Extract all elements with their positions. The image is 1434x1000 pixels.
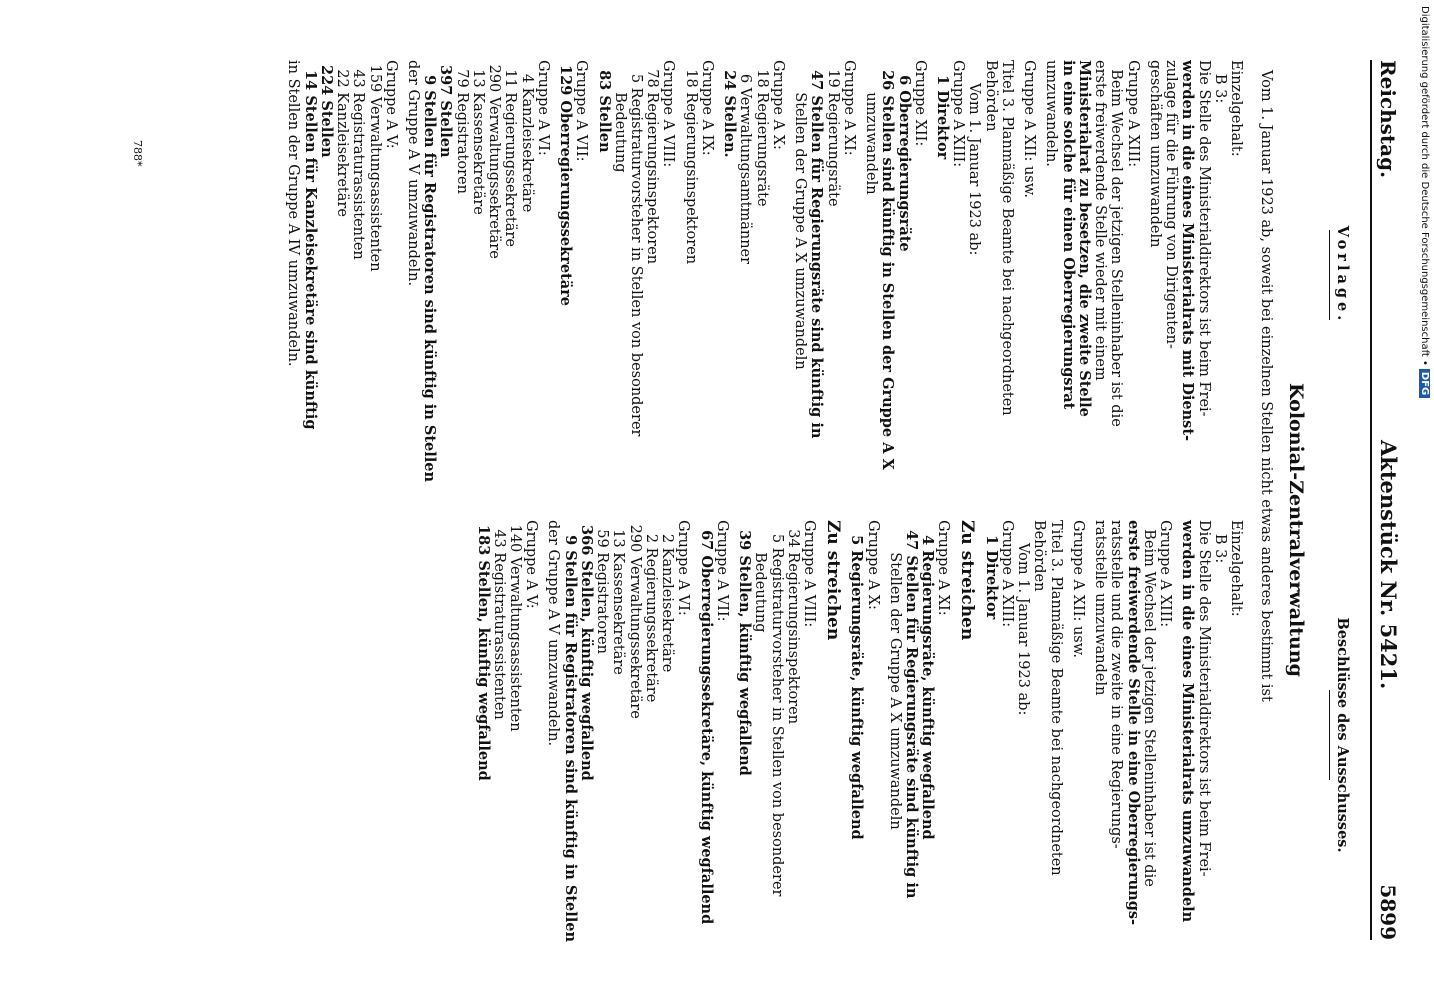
text-line: 43 Registraturassistenten xyxy=(490,520,507,720)
text-line: Einzelgehalt: xyxy=(1228,520,1244,617)
text-line: 6 Verwaltungsamtmänner xyxy=(737,60,754,265)
text-line: Behörden xyxy=(982,60,999,132)
text-line: zulage für die Führung von Dirigenten- xyxy=(1163,60,1180,349)
text-line: 4 Kanzleisekretäre xyxy=(518,60,535,213)
text-line: 11 Regierungssekretäre xyxy=(502,60,519,247)
text-line: erste freiwerdende Stelle in eine Oberregierungs- xyxy=(1124,520,1142,926)
right-heading: Beschlüsse des Ausschusses. xyxy=(1334,617,1351,853)
text-line: Stellen der Gruppe A X umzuwandeln xyxy=(886,520,903,830)
text-line: ratsstelle und die zweite in eine Regierungs- xyxy=(1108,520,1125,849)
text-line: 5 Regierungsräte, künftig wegfallend xyxy=(848,520,866,840)
left-column xyxy=(1325,60,1350,490)
text-line: 47 Stellen für Regierungsräte sind künftig in xyxy=(808,60,826,439)
text-line: Gruppe A IX: xyxy=(698,60,715,156)
text-line: Zu streichen xyxy=(957,520,978,641)
text-line: 26 Stellen sind künftig in Stellen der Gruppe A X xyxy=(879,60,897,470)
text-line: 18 Regierungsinspektoren xyxy=(682,60,699,265)
text-line: Gruppe A XIII: xyxy=(1124,60,1141,168)
text-line: 183 Stellen, künftig wegfallend xyxy=(474,520,492,781)
right-column-heading xyxy=(1325,520,1350,950)
text-line xyxy=(928,60,934,520)
text-line: B 3: xyxy=(1211,60,1228,104)
text-line: Gruppe A V: xyxy=(382,60,399,149)
text-line xyxy=(881,520,887,980)
digitization-text: Digitalisierung gefördert durch die Deutsche Forschungsgemeinschaft • xyxy=(1419,6,1430,366)
text-line: Beim Wechsel der jetzigen Stelleninhaber ist die xyxy=(1108,60,1125,427)
text-line: 140 Verwaltungsassistenten xyxy=(507,520,524,732)
text-line: Beim Wechsel der jetzigen Stelleninhaber ist die xyxy=(1140,520,1157,887)
page-header xyxy=(1370,60,1412,940)
text-line: 9 Stellen für Registratoren sind künftig in Stellen xyxy=(421,60,439,483)
text-line: 13 Kassensekretäre xyxy=(610,520,627,675)
left-body xyxy=(285,60,1244,520)
text-line: umzuwandeln xyxy=(863,60,880,195)
text-line: 24 Stellen. xyxy=(721,60,739,158)
text-line: Gruppe A XIII: xyxy=(998,520,1015,628)
text-line: 397 Stellen xyxy=(437,60,455,158)
text-line: erste freiwerdende Stelle wieder mit einem xyxy=(1092,60,1109,381)
text-line: werden in die eines Ministerialrats umzuwandeln xyxy=(1179,520,1197,923)
text-line: werden in die eines Ministerialrats mit Dienst- xyxy=(1179,60,1197,442)
digitization-note xyxy=(1416,6,1430,394)
text-line: Gruppe A XI: xyxy=(935,520,952,616)
text-line: 78 Regierungsinspektoren xyxy=(644,60,661,265)
text-line: 129 Oberregierungssekretäre xyxy=(557,60,575,307)
text-line: Gruppe A X: xyxy=(769,60,786,150)
text-line: Gruppe A XIII: xyxy=(950,60,967,168)
text-line: Einzelgehalt: xyxy=(1228,60,1244,157)
text-line: Die Stelle des Ministerialdirektors ist beim Frei- xyxy=(1195,520,1212,877)
text-line: Gruppe A V: xyxy=(523,520,540,609)
text-line: 83 Stellen xyxy=(595,60,613,153)
text-line: 59 Registratoren xyxy=(594,520,611,654)
text-line xyxy=(857,60,863,520)
text-line: 5 Registraturvorsteher in Stellen von besonderer xyxy=(628,60,645,437)
header-left: Reichstag. xyxy=(1376,60,1400,179)
text-line: 9 Stellen für Registratoren sind künftig in Stellen xyxy=(561,520,579,943)
text-line xyxy=(1064,520,1070,980)
text-line: ratsstelle umzuwandeln xyxy=(1092,520,1109,696)
text-line: Titel 3. Planmäßige Beamte bei nachgeordneten xyxy=(998,60,1015,416)
text-line: geschäften umzuwandeln xyxy=(1146,60,1163,248)
text-line: 67 Oberregierungssekretäre, künftig wegfallend xyxy=(697,520,715,925)
text-line: Gruppe XII: xyxy=(911,60,928,147)
text-line: Gruppe A XII: usw. xyxy=(1069,520,1086,659)
text-line: 34 Regierungsinspektoren xyxy=(784,520,801,725)
text-line: 1 Direktor xyxy=(934,60,952,160)
text-line: B 3: xyxy=(1211,520,1228,564)
text-line xyxy=(551,60,557,520)
text-line: Titel 3. Planmäßige Beamte bei nachgeordneten xyxy=(1047,520,1064,876)
text-line: 22 Kanzleisekretäre xyxy=(334,60,351,217)
text-line: 159 Verwaltungsassistenten xyxy=(366,60,383,272)
divider xyxy=(1329,690,1330,780)
text-line: Bedeutung xyxy=(611,60,628,173)
text-line: Gruppe A X: xyxy=(864,520,881,610)
text-line: Behörden xyxy=(1031,520,1048,592)
text-line: Vom 1. Januar 1923 ab: xyxy=(966,60,983,256)
text-line: Gruppe A VI: xyxy=(675,520,692,616)
text-line: Gruppe A VI: xyxy=(534,60,551,156)
text-line: 39 Stellen, künftig wegfallend xyxy=(736,520,754,776)
text-line: 6 Oberregierungsräte xyxy=(895,60,913,252)
text-line: 1 Direktor xyxy=(982,520,1000,620)
footer-mark: 788* xyxy=(131,140,144,167)
text-line: 47 Stellen für Regierungsräte sind künftig in xyxy=(902,520,920,899)
left-heading: Vorlage. xyxy=(1334,225,1351,325)
text-line: 4 Regierungsräte, künftig wegfallend xyxy=(919,520,937,840)
text-line: Gruppe A XI: xyxy=(840,60,857,156)
text-line: 224 Stellen xyxy=(317,60,335,158)
page-number: 5899 xyxy=(1376,884,1400,940)
text-line: 43 Registraturassistenten xyxy=(350,60,367,260)
text-line: 2 Regierungssekretäre xyxy=(642,520,659,703)
divider xyxy=(1329,230,1330,320)
text-line: Vom 1. Januar 1923 ab: xyxy=(1015,520,1032,716)
text-line: 290 Verwaltungssekretäre xyxy=(626,520,643,719)
text-line: Gruppe A VIII: xyxy=(660,60,677,168)
text-line: 290 Verwaltungssekretäre xyxy=(486,60,503,259)
text-line: umzuwandeln. xyxy=(1043,60,1060,167)
text-line: 79 Registratoren xyxy=(453,60,470,194)
text-line: Gruppe A VIII: xyxy=(801,520,818,628)
text-line: Gruppe A XII: usw. xyxy=(1021,60,1038,199)
text-line: Die Stelle des Ministerialdirektors ist beim Frei- xyxy=(1195,60,1212,417)
header-center: Aktenstück Nr. 5421. xyxy=(1376,440,1401,690)
text-line: Gruppe A VII: xyxy=(573,60,590,162)
text-line xyxy=(730,520,736,980)
text-line: 14 Stellen für Kanzleisekretäre sind künftig xyxy=(301,60,319,430)
text-line: Bedeutung xyxy=(752,520,769,633)
text-line: Ministerialrat zu besetzen, die zweite Stelle xyxy=(1075,60,1093,417)
text-line: der Gruppe A V umzuwandeln. xyxy=(545,520,562,747)
text-line xyxy=(399,60,405,520)
text-line: 18 Regierungsräte xyxy=(753,60,770,207)
text-line: Gruppe A XIII: xyxy=(1157,520,1174,628)
section-title: Kolonial-Zentralverwaltung xyxy=(1285,383,1307,677)
dfg-logo: DFG xyxy=(1419,369,1430,398)
text-line: Zu streichen xyxy=(823,520,844,641)
text-line: 19 Regierungsräte xyxy=(824,60,841,207)
text-line xyxy=(1086,520,1092,980)
right-body xyxy=(474,520,1244,980)
intro-line: Vom 1. Januar 1923 ab, soweit bei einzelnen Stellen nicht etwas anderes bestimmt ist xyxy=(1258,70,1274,702)
text-line: 5 Registraturvorsteher in Stellen von besonderer xyxy=(768,520,785,897)
text-line: 366 Stellen, künftig wegfallend xyxy=(577,520,595,781)
text-line: in Stellen der Gruppe A IV umzuwandeln. xyxy=(285,60,302,367)
text-line: der Gruppe A V umzuwandeln. xyxy=(404,60,421,287)
text-line xyxy=(1141,60,1147,520)
text-line: in eine solche für einen Oberregierungsrat xyxy=(1059,60,1077,410)
text-line: Stellen der Gruppe A X umzuwandeln xyxy=(792,60,809,370)
text-line: 2 Kanzleisekretäre xyxy=(659,520,676,673)
text-line: 13 Kassensekretäre xyxy=(469,60,486,215)
text-line: Gruppe A VII: xyxy=(713,520,730,622)
